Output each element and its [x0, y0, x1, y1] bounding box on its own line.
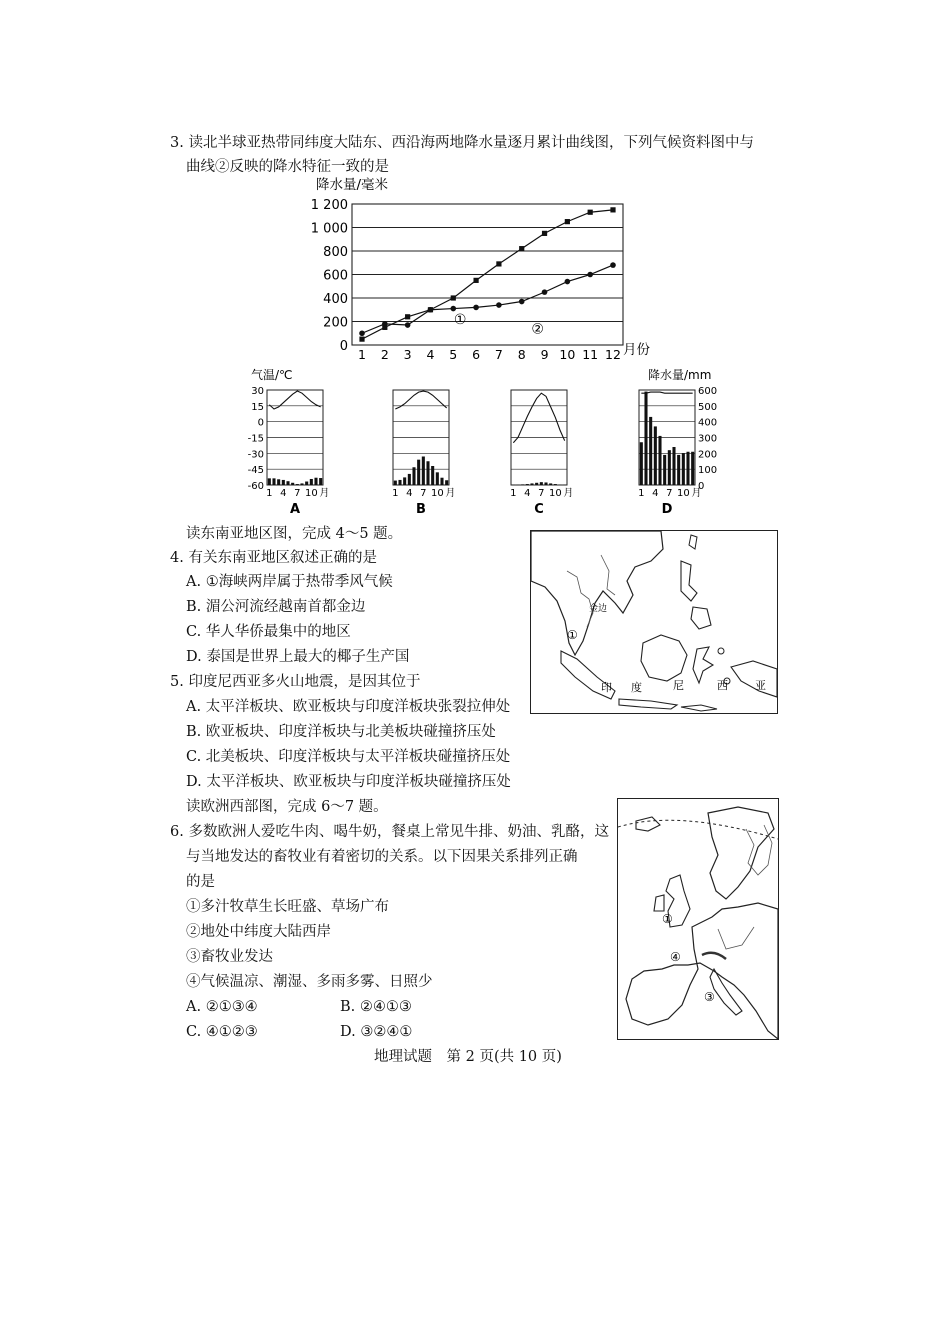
- data-point: [542, 289, 548, 295]
- precip-bar: [445, 480, 448, 485]
- q5-option-b[interactable]: B. 欧亚板块、印度洋板块与北美板块碰撞挤压处: [186, 724, 496, 740]
- q6-stem-line3: 的是: [186, 874, 215, 890]
- y-tick-label: 1 200: [310, 198, 348, 213]
- precip-bar: [417, 460, 420, 485]
- q5-option-c[interactable]: C. 北美板块、印度洋板块与太平洋板块碰撞挤压处: [186, 749, 511, 765]
- precip-bar: [408, 474, 411, 485]
- temp-tick: 15: [251, 401, 264, 413]
- precip-bar: [691, 452, 694, 485]
- temp-curve: [513, 393, 564, 443]
- x-tick-label: 3: [403, 347, 412, 362]
- precip-bar: [412, 467, 415, 485]
- precip-bar: [268, 478, 271, 485]
- climate-chart-label: C: [534, 502, 544, 517]
- climate-charts: [243, 365, 723, 525]
- month-tick: 7: [294, 488, 301, 499]
- month-tick: 1: [638, 488, 645, 499]
- x-tick-label: 2: [380, 347, 389, 362]
- precip-bar: [286, 481, 289, 485]
- strait-marker: ①: [567, 628, 578, 642]
- y-tick-label: 1 000: [310, 221, 348, 237]
- data-point: [587, 272, 593, 278]
- temp-tick: 30: [251, 386, 264, 397]
- x-tick-label: 5: [449, 347, 458, 362]
- month-tick: 10: [430, 488, 444, 499]
- precip-tick: 100: [698, 465, 718, 477]
- precip-bar: [422, 457, 425, 486]
- month-tick: 1: [392, 488, 399, 499]
- x-tick-label: 12: [605, 347, 621, 362]
- precip-bar: [394, 481, 397, 485]
- climate-chart-C: [510, 390, 573, 517]
- map-label-indonesia-3: 尼: [673, 679, 684, 692]
- precip-tick: 0: [698, 481, 705, 492]
- data-point: [519, 299, 525, 305]
- cumulative-precipitation-chart: [300, 172, 670, 367]
- precip-bar: [686, 452, 689, 485]
- temp-tick: -15: [247, 433, 264, 445]
- y-tick-label: 0: [339, 339, 348, 354]
- climate-chart-label: A: [289, 502, 301, 517]
- q3-stem-line2: 曲线②反映的降水特征一致的是: [186, 159, 389, 175]
- y-tick-label: 400: [323, 292, 348, 307]
- temp-curve: [395, 391, 446, 409]
- page-footer: 地理试题 第 2 页(共 10 页): [374, 1049, 562, 1065]
- temp-axis-label: 气温/℃: [251, 368, 293, 382]
- data-point: [451, 295, 456, 300]
- month-tick: 月: [319, 488, 330, 499]
- q4-option-c[interactable]: C. 华人华侨最集中的地区: [186, 624, 351, 640]
- europe-marker-1: ①: [662, 912, 673, 926]
- precip-bar: [314, 478, 317, 485]
- q6-item-3: ③畜牧业发达: [186, 949, 273, 965]
- q4-stem: 4. 有关东南亚地区叙述正确的是: [170, 550, 377, 566]
- precip-bar: [440, 478, 443, 485]
- data-point: [473, 305, 479, 311]
- map-label-indonesia-1: 印: [601, 681, 612, 694]
- q4-option-d[interactable]: D. 泰国是世界上最大的椰子生产国: [186, 649, 410, 665]
- precip-tick: 300: [698, 433, 718, 445]
- precip-bar: [535, 483, 538, 485]
- y-tick-label: 200: [323, 315, 348, 331]
- climate-chart-D: [638, 386, 717, 517]
- precip-bar: [544, 482, 547, 485]
- data-point: [405, 314, 410, 319]
- climate-chart-B: [392, 390, 455, 517]
- data-point: [565, 279, 571, 285]
- precip-bar: [436, 472, 439, 485]
- month-tick: 10: [548, 488, 562, 499]
- precip-bar: [658, 436, 661, 485]
- month-tick: 7: [538, 488, 545, 499]
- month-tick: 月: [445, 488, 456, 499]
- x-tick-label: 1: [358, 347, 366, 362]
- climate-chart-A: [248, 386, 330, 517]
- precip-tick: 400: [698, 417, 718, 429]
- data-point: [450, 306, 456, 312]
- month-tick: 4: [406, 488, 413, 499]
- temp-curve: [641, 392, 692, 393]
- climate-chart-label: D: [661, 502, 673, 517]
- month-tick: 月: [691, 488, 702, 499]
- month-tick: 1: [266, 488, 273, 499]
- precip-bar: [649, 417, 652, 485]
- series-label: ②: [531, 321, 544, 338]
- precip-axis-label: 降水量/mm: [648, 368, 712, 382]
- q6-option-d[interactable]: D. ③②④①: [340, 1024, 413, 1040]
- western-europe-map: [617, 798, 779, 1040]
- data-point: [565, 219, 570, 224]
- europe-marker-3: ③: [704, 990, 715, 1004]
- month-tick: 1: [510, 488, 517, 499]
- data-point: [542, 231, 547, 236]
- precip-tick: 600: [698, 386, 718, 397]
- precip-bar: [654, 426, 657, 485]
- precip-bar: [426, 461, 429, 485]
- q5-option-d[interactable]: D. 太平洋板块、欧亚板块与印度洋板块碰撞挤压处: [186, 774, 511, 790]
- q4-option-b[interactable]: B. 湄公河流经越南首都金边: [186, 599, 366, 615]
- x-tick-label: 8: [517, 347, 526, 362]
- chart-ylabel: 降水量/毫米: [316, 177, 389, 193]
- data-point: [428, 307, 434, 313]
- q3-stem-line1: 3. 读北半球亚热带同纬度大陆东、西沿海两地降水量逐月累计曲线图，下列气候资料图中与: [170, 135, 754, 151]
- precip-bar: [554, 484, 557, 485]
- precip-bar: [644, 392, 647, 485]
- series-line-2: [362, 265, 613, 333]
- temp-tick: -60: [247, 481, 264, 492]
- precip-bar: [677, 455, 680, 485]
- data-point: [496, 302, 502, 308]
- precip-bar: [272, 478, 275, 485]
- map-label-indonesia-4: 西: [717, 679, 728, 692]
- q4-option-a[interactable]: A. ①海峡两岸属于热带季风气候: [186, 574, 393, 590]
- precip-bar: [682, 453, 685, 485]
- precip-bar: [403, 477, 406, 485]
- data-point: [610, 262, 616, 268]
- data-point: [359, 330, 365, 336]
- month-tick: 月: [563, 488, 574, 499]
- month-tick: 4: [280, 488, 287, 499]
- x-tick-label: 11: [582, 347, 599, 362]
- precip-bar: [668, 450, 671, 485]
- precip-bar: [521, 484, 524, 485]
- x-tick-label: 9: [540, 347, 549, 362]
- data-point: [588, 210, 593, 215]
- precip-bar: [300, 483, 303, 485]
- precip-tick: 500: [698, 401, 718, 413]
- month-tick: 4: [652, 488, 659, 499]
- precip-bar: [540, 482, 543, 485]
- data-point: [359, 337, 364, 342]
- map-label-indonesia-2: 度: [631, 681, 642, 694]
- series-label: ①: [453, 311, 467, 328]
- precip-bar: [526, 484, 529, 485]
- data-point: [496, 261, 501, 266]
- temp-tick: -30: [247, 449, 264, 461]
- month-tick: 10: [676, 488, 690, 499]
- precip-bar: [277, 479, 280, 485]
- month-tick: 7: [420, 488, 427, 499]
- precip-bar: [291, 483, 294, 485]
- x-tick-label: 7: [494, 347, 503, 362]
- precip-bar: [549, 483, 552, 485]
- map-label-indonesia-5: 亚: [755, 679, 766, 692]
- q6-item-4: ④气候温凉、潮湿、多雨多雾、日照少: [186, 974, 433, 990]
- month-tick: 7: [666, 488, 673, 499]
- precip-bar: [663, 455, 666, 485]
- precip-bar: [640, 442, 643, 485]
- q5-option-a[interactable]: A. 太平洋板块、欧亚板块与印度洋板块张裂拉伸处: [186, 699, 511, 715]
- y-tick-label: 600: [323, 268, 348, 284]
- data-point: [610, 207, 615, 212]
- x-tick-label: 10: [559, 347, 576, 362]
- temp-tick: -45: [247, 465, 264, 477]
- chart-xlabel: 月份: [623, 342, 650, 358]
- precip-bar: [282, 480, 285, 485]
- map-label-phnom-penh: 金边: [589, 604, 608, 614]
- x-tick-label: 4: [426, 347, 435, 362]
- precip-bar: [305, 482, 308, 485]
- precip-bar: [398, 480, 401, 485]
- southeast-asia-map: [530, 530, 778, 714]
- data-point: [405, 322, 411, 328]
- precip-bar: [319, 478, 322, 485]
- q6-stem-line1: 6. 多数欧洲人爱吃牛肉、喝牛奶，餐桌上常见牛排、奶油、乳酪，这: [170, 824, 609, 840]
- read-4-5-instruction: 读东南亚地区图，完成 4～5 题。: [186, 526, 403, 542]
- precip-bar: [431, 466, 434, 485]
- q6-item-1: ①多汁牧草生长旺盛、草场广布: [186, 899, 389, 915]
- q6-option-c[interactable]: C. ④①②③: [186, 1024, 258, 1040]
- temp-tick: 0: [257, 417, 264, 429]
- q6-option-b[interactable]: B. ②④①③: [340, 999, 412, 1015]
- precip-bar: [310, 479, 313, 485]
- temp-curve: [269, 391, 320, 409]
- climate-chart-label: B: [416, 502, 426, 517]
- precip-bar: [672, 447, 675, 485]
- precip-tick: 200: [698, 449, 718, 461]
- y-tick-label: 800: [323, 245, 348, 260]
- q5-stem: 5. 印度尼西亚多火山地震，是因其位于: [170, 674, 421, 690]
- read-6-7-instruction: 读欧洲西部图，完成 6～7 题。: [186, 799, 388, 815]
- q6-stem-line2: 与当地发达的畜牧业有着密切的关系。以下因果关系排列正确: [186, 849, 578, 865]
- precip-bar: [296, 484, 299, 485]
- q6-option-a[interactable]: A. ②①③④: [186, 999, 258, 1015]
- data-point: [382, 321, 388, 327]
- q6-item-2: ②地处中纬度大陆西岸: [186, 924, 331, 940]
- precip-bar: [530, 483, 533, 485]
- data-point: [473, 278, 478, 283]
- month-tick: 10: [304, 488, 318, 499]
- data-point: [519, 246, 524, 251]
- europe-marker-4: ④: [670, 950, 681, 964]
- x-tick-label: 6: [472, 347, 481, 362]
- month-tick: 4: [524, 488, 531, 499]
